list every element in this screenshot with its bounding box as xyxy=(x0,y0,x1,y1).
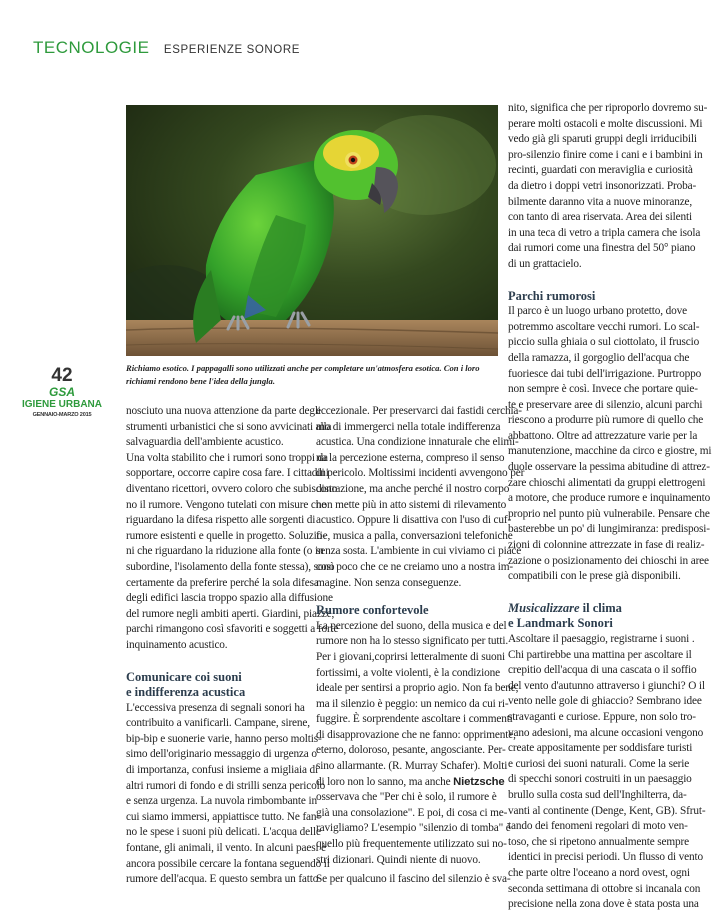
text-line: nito, significa che per riproporlo dovremo su- xyxy=(508,102,708,114)
text-line: eterno, doloroso, pesante, angosciante. Per- xyxy=(316,744,506,757)
text-line: dai rumori come una finestra del 50° piano xyxy=(508,242,696,255)
text-line: duole osservare la pessima abitudine di attrez- xyxy=(508,461,710,474)
parrot-illustration xyxy=(126,105,498,356)
brand-logo: GSA xyxy=(48,385,75,399)
text-line: della ramazza, il gorgoglio dell'acqua che xyxy=(508,351,690,364)
text-line: rumore dell'acqua. E questo sembra un fatto xyxy=(126,873,319,886)
text-line: simo dell'originario messaggio di urgenza o xyxy=(126,748,317,761)
col3-paragraphs-a xyxy=(508,101,708,273)
subheading-parchi-rumorosi: Parchi rumorosi xyxy=(508,288,596,303)
text-line: in una teca di vetro a tripla camera che isola xyxy=(508,226,701,239)
text-line: ma il silenzio è peggio: un nemico da cui ri- xyxy=(316,697,509,710)
text-line: pro-silenzio finire come i cani e i bambini in xyxy=(508,148,703,161)
text-line: Il parco è un luogo urbano protetto, dove xyxy=(508,305,687,318)
heading-italic-word: Musicalizzare xyxy=(508,600,580,615)
text-line: certamente da preferire perché la sola difesa xyxy=(126,576,319,589)
text-line: altri rumori di fondo e di strilli senza pericolo xyxy=(126,779,326,792)
text-line: Per i giovani,coprirsi letteralmente di suoni xyxy=(316,650,506,663)
text-line: vento nelle gole di ghiaccio? Sembrano idee xyxy=(508,695,702,708)
text-line: rumore non ha lo stesso significato per tutti. xyxy=(316,635,509,648)
magazine-sidebar xyxy=(22,366,102,419)
text-line: mo di immergerci nella totale indifferenza xyxy=(316,420,501,433)
text-line: proprio nel punto più vulnerabile. Pensare che xyxy=(508,507,710,520)
text-line: a motore, che produce rumore e inquinamento xyxy=(508,492,711,505)
text-line: bilmente daranno vita a nuove minoranze, xyxy=(508,195,693,208)
text-line: osservava che "Per chi è solo, il rumore è xyxy=(316,791,497,804)
subheading-musicalizzare-line2: e Landmark Sonori xyxy=(508,616,613,631)
text-line: di specchi sonori costruiti in un paesaggio xyxy=(508,773,692,786)
text-line: non mette più in atto sistemi di rilevamento xyxy=(316,498,507,511)
text-line: inquinamento acustico. xyxy=(126,638,228,651)
text-line: La percezione del suono, della musica e del xyxy=(316,619,507,632)
text-line: seconda settimana di ottobre si incanala con xyxy=(508,882,701,895)
text-line: fontane, gli animali, il vento. In alcuni paesi è xyxy=(126,842,327,855)
text-line: del rumore negli ambiti aperti. Giardini, piazze, xyxy=(126,607,335,620)
text-line: e senza urgenza. La nuvola rimbombante in xyxy=(126,795,317,808)
text-line: identici in precisi periodi. Un flusso di vento xyxy=(508,851,704,864)
text-line: stravaganti e curiose. Eppure, non solo tro- xyxy=(508,710,696,723)
issue-date: GENNAIO-MARZO 2015 xyxy=(32,412,92,418)
text-line: nosciuto una nuova attenzione da parte degli xyxy=(126,405,321,417)
text-line: Se per qualcuno il fascino del silenzio è sva- xyxy=(316,873,511,886)
text-line: quello più frequentemente utilizzato sui no- xyxy=(316,838,507,851)
text-line: strumenti urbanistici che si sono avvicinati alla xyxy=(126,420,332,433)
nietzsche-name: Nietzsche xyxy=(453,775,505,788)
col2-paragraphs-a xyxy=(316,404,525,591)
text-line: riguardano la difesa rispetto alle sorgenti di xyxy=(126,514,316,527)
text-line: ancora possibile cercare la fontana seguendo il xyxy=(126,857,330,870)
text-line: con tanto di area riservata. Area dei silenti xyxy=(508,211,692,224)
text-line: precisione nella zona dove è stata posta una xyxy=(508,898,699,911)
section-header xyxy=(33,38,300,58)
text-line: ni che riguardano la riduzione alla fonte (o in xyxy=(126,545,324,558)
text-line: che parte oltre l'oceano a nord ovest, ogni xyxy=(508,866,690,879)
text-line: compatibili con le prese già disponibili. xyxy=(508,570,681,583)
text-line: create appositamente per soddisfare turisti xyxy=(508,742,693,755)
text-line: di importanza, confusi insieme a migliaia di xyxy=(126,764,318,777)
text-line: distrazione, ma anche perché il nostro corpo xyxy=(316,482,510,495)
subheading-comunicare-line1: Comunicare coi suoni xyxy=(126,669,242,684)
text-line: zazione o posizionamento dei chioschi in aree xyxy=(508,554,709,567)
text-line: no le spese i suoni più delicati. L'acqua delle xyxy=(126,826,321,839)
magazine-title: IGIENE URBANA xyxy=(22,399,103,410)
col1-paragraphs-a xyxy=(126,404,339,654)
text-line: manutenzione, macchine da circo e giostre, mi xyxy=(508,445,712,458)
text-line: senza sosta. L'ambiente in cui viviamo ci piace xyxy=(316,545,522,558)
text-line xyxy=(316,775,505,791)
col3-paragraphs-b xyxy=(508,304,712,585)
text-line: diventano ricettori, ovvero coloro che subiscono xyxy=(126,482,338,495)
text-line: acustica. Una condizione innaturale che elimi- xyxy=(316,436,519,449)
text-line: recinti, guardati con meraviglia e curiosità xyxy=(508,164,693,177)
col3-paragraphs-c xyxy=(508,632,706,913)
text-line: fuoriesce dai tubi dell'irrigazione. Purtroppo xyxy=(508,367,702,380)
text-line: così poco che ce ne creiamo uno a nostra im- xyxy=(316,560,513,573)
article-column-1 xyxy=(126,404,339,888)
col2-paragraphs-b xyxy=(316,619,519,888)
text-line: sino allarmante. (R. Murray Schafer). Molti xyxy=(316,760,508,773)
text-line: riescono a produrre più rumore di quello che xyxy=(508,414,704,427)
text-line: L'eccessiva presenza di segnali sonori ha xyxy=(126,701,305,714)
text-line: Una volta stabilito che i rumori sono troppi da xyxy=(126,451,328,464)
page-number: 42 xyxy=(51,365,73,386)
text-line: parchi rimangono così sfavoriti e soggetti a forte xyxy=(126,623,339,636)
text-line: tando dei fenomeni regolari di moto ven- xyxy=(508,820,688,833)
text-line: perare molti ostacoli e molte discussioni. Mi xyxy=(508,117,703,130)
text-line: te e preservare aree di silenzio, alcuni parchi xyxy=(508,398,703,411)
text-line: magine. Non senza conseguenze. xyxy=(316,576,462,589)
text-line: brullo sulla costa sud dell'Inghilterra, da- xyxy=(508,788,687,801)
text-line: di pericolo. Moltissimi incidenti avvengono per xyxy=(316,467,525,480)
subheading-rumore-confortevole: Rumore confortevole xyxy=(316,603,429,618)
text-line: sopportare, occorre capire cosa fare. I cittadini xyxy=(126,467,329,480)
article-column-2 xyxy=(316,404,525,888)
text-line: potremmo ascoltare vecchi rumori. Lo scal- xyxy=(508,320,700,333)
subheading-comunicare-line2: e indifferenza acustica xyxy=(126,685,246,700)
text-line: fie, musica a palla, conversazioni telefoniche xyxy=(316,529,513,542)
text-line: subordine, l'isolamento della fonte stessa), sono xyxy=(126,560,335,573)
col1-paragraphs-b xyxy=(126,701,330,888)
text-line: vanti al continente (Denge, Kent, GB). Sfrut- xyxy=(508,804,706,817)
heading-rest: il clima xyxy=(579,600,622,615)
text-line: salvaguardia dell'ambiente acustico. xyxy=(126,436,284,449)
text-line: già una consolazione". E poi, di cosa ci me- xyxy=(316,806,508,819)
text-fragment: di loro non lo sanno, ma anche xyxy=(316,775,451,788)
text-line: vedo già gli sparuti gruppi degli irriducibili xyxy=(508,133,697,146)
text-line: contribuito a vanificarli. Campane, sirene, xyxy=(126,717,310,730)
section-subtitle: ESPERIENZE SONORE xyxy=(163,44,301,56)
text-line: del vento d'autunno attraverso i giunchi? O il xyxy=(508,679,705,692)
text-line: ideale per sentirsi a proprio agio. Non fa bene, xyxy=(316,682,519,695)
text-line: zare chioschi alimentati da gruppi elettrogeni xyxy=(508,476,706,489)
text-line: Chi partirebbe una mattina per ascoltare il xyxy=(508,648,692,661)
text-line: vano adesioni, ma alcune occasioni vengono xyxy=(508,726,704,739)
text-line: non sempre è così. Invece che portare quie- xyxy=(508,383,698,396)
subheading-musicalizzare-line1 xyxy=(508,601,688,617)
text-line: degli edifici lascia troppo spazio alla diffusione xyxy=(126,592,333,605)
text-line: da dietro i doppi vetri insonorizzati. Proba- xyxy=(508,179,697,192)
text-line: di disapprovazione che ne fanno: opprimente, xyxy=(316,728,516,741)
text-line: stri dizionari. Quindi niente di nuovo. xyxy=(316,853,481,866)
text-line: na la percezione esterna, compreso il senso xyxy=(316,451,505,464)
text-line: ravigliamo? L'esempio "silenzio di tomba" è xyxy=(316,822,511,835)
article-column-3 xyxy=(508,101,712,913)
text-line: fuggire. È sorprendente ascoltare i commenti xyxy=(316,713,513,726)
text-line: rumore esistenti e quelle in progetto. Soluzio- xyxy=(126,529,326,542)
text-line: e curiosi dei suoni naturali. Come la serie xyxy=(508,757,690,770)
text-line: no il rumore. Vengono tutelati con misure che xyxy=(126,498,327,511)
section-title: TECNOLOGIE xyxy=(33,38,150,57)
text-line: di un grattacielo. xyxy=(508,257,582,270)
photo-caption: Richiamo esotico. I pappagalli sono utilizzati anche per completare un'atmosfera esotica. Con i loro richiami rendono bene l'idea della jungla. xyxy=(126,363,480,386)
text-line: eccezionale. Per preservarci dai fastidi cerchia- xyxy=(316,405,522,417)
text-line: crepitio dell'acqua di una cascata o il soffio xyxy=(508,664,697,677)
text-line: basterebbe un po' di lungimiranza: predisposi- xyxy=(508,523,710,536)
text-line: zioni di colonnine attrezzate in fase di realiz- xyxy=(508,539,705,552)
text-line: cui siamo immersi, appiattisce tutto. Ne fan- xyxy=(126,810,321,823)
text-line: bip-bip e suonerie varie, hanno perso moltis- xyxy=(126,732,322,745)
text-line: Ascoltare il paesaggio, registrarne i suoni . xyxy=(508,633,695,645)
text-line: abbattono. Oltre ad attrezzature varie per la xyxy=(508,429,698,442)
text-line: toso, che si ripetono annualmente sempre xyxy=(508,835,689,848)
text-line: fortissimi, a volte violenti, è la condizione xyxy=(316,666,500,679)
parrot-photo xyxy=(126,105,498,356)
text-line: acustico. Oppure li disattiva con l'uso di cuf- xyxy=(316,514,512,527)
text-line: piccio sulla ghiaia o sul ciottolato, il fruscio xyxy=(508,336,700,349)
